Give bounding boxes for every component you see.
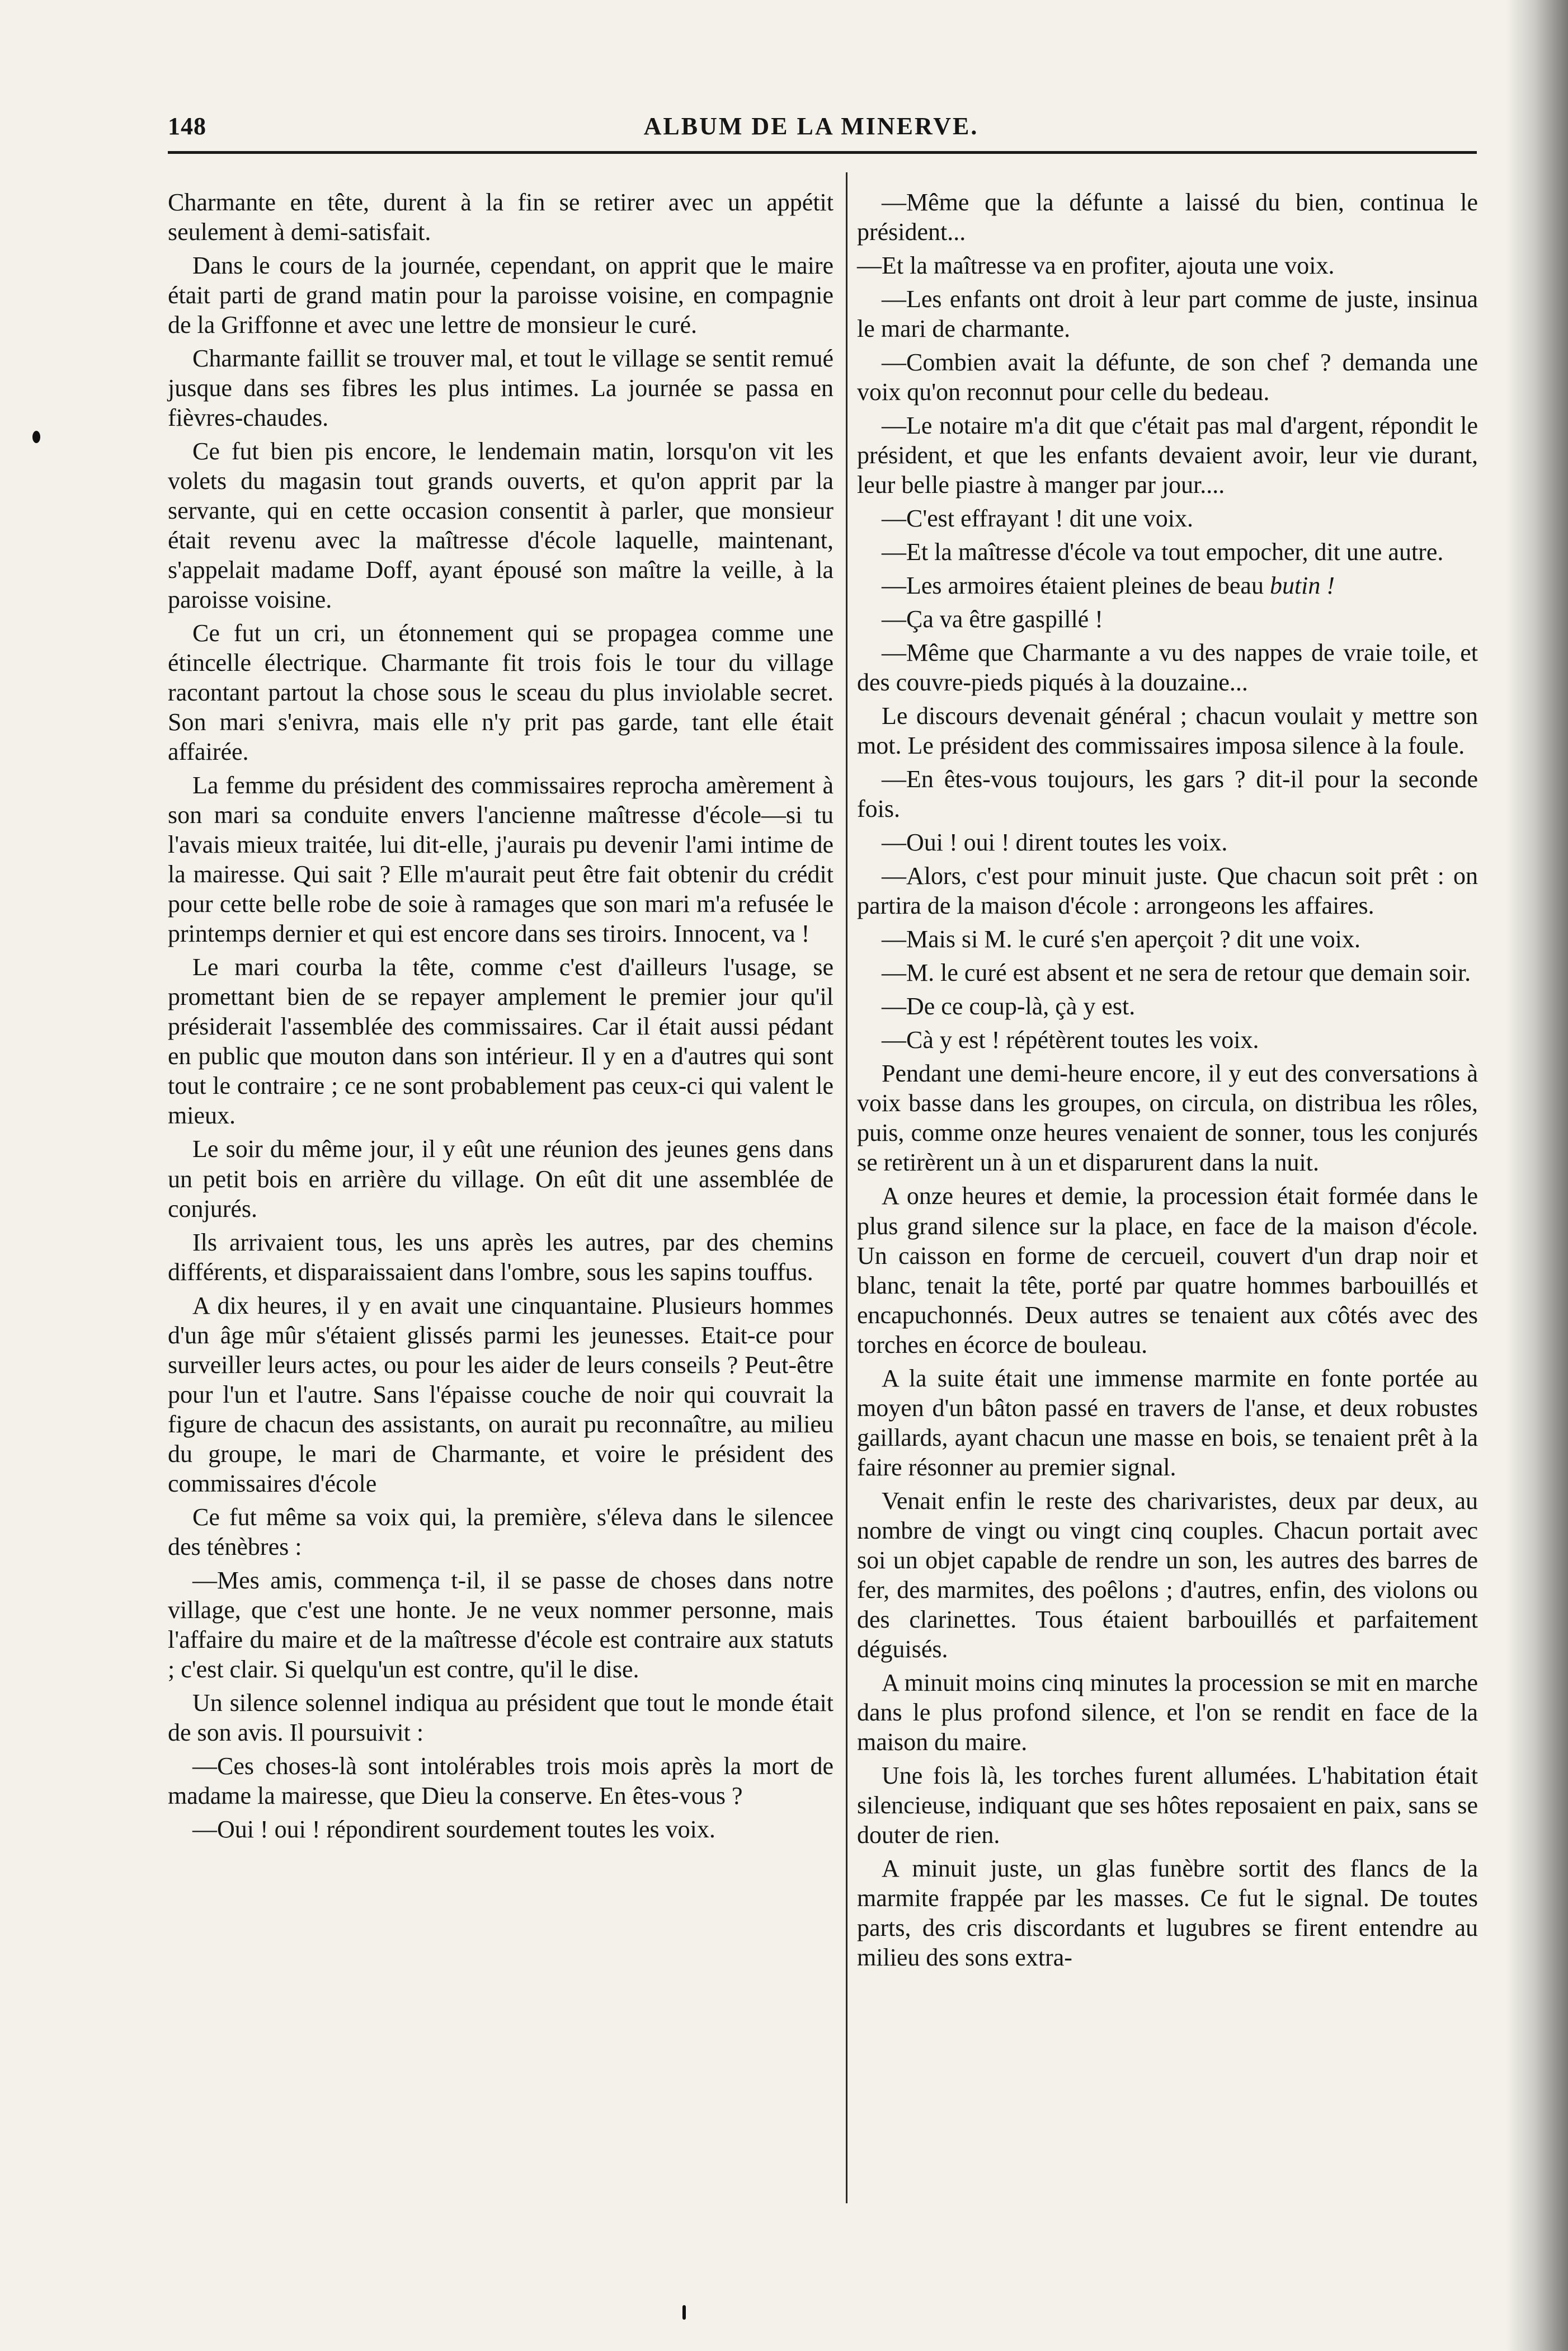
left-column: [168, 187, 834, 1848]
right-column: [857, 187, 1478, 1976]
paragraph: Pendant une demi-heure encore, il y eut des conversations à voix basse dans les groupes, on circula, on distribua les rôles, puis, comme onze heures venaient de sonner, tous les conjurés se retirèrent un à un et disparurent dans la nuit.: [857, 1060, 1478, 1177]
paragraph: —Ces choses-là sont intolérables trois mois après la mort de madame la mairesse, que Dieu la conserve. En êtes-vous ?: [168, 1752, 834, 1809]
paragraph: —Même que Charmante a vu des nappes de vraie toile, et des couvre-pieds piqués à la douzaine...: [857, 639, 1478, 697]
paragraph: —De ce coup-là, çà y est.: [882, 993, 1136, 1021]
italic-word: butin !: [1269, 572, 1335, 600]
paragraph: Le mari courba la tête, comme c'est d'ailleurs l'usage, se promettant bien de se repayer amplement le premier jour qu'il présiderait l'assemblée des commissaires. Car il était aussi pédant en public que mouton dans son intérieur. Il y en a d'autres qui sont tout le contraire ; ce ne sont probablement pas ceux-ci qui valent le mieux.: [168, 953, 834, 1130]
running-title: ALBUM DE LA MINERVE.: [643, 112, 979, 140]
paragraph: Le soir du même jour, il y eût une réunion des jeunes gens dans un petit bois en arrière du village. On eût dit une assemblée de conjurés.: [168, 1135, 834, 1222]
paragraph: —Les enfants ont droit à leur part comme de juste, insinua le mari de charmante.: [857, 285, 1478, 343]
paragraph: —Ça va être gaspillé !: [882, 605, 1103, 633]
paragraph: —Alors, c'est pour minuit juste. Que chacun soit prêt : on partira de la maison d'école : arrongeons les affaires.: [857, 862, 1478, 920]
page-edge-shadow: [1506, 0, 1568, 2351]
paragraph: Un silence solennel indiqua au président que tout le monde était de son avis. Il poursuivit :: [168, 1689, 834, 1746]
paragraph: Charmante faillit se trouver mal, et tout le village se sentit remué jusque dans ses fibres les plus intimes. La journée se passa en fièvres-chaudes.: [168, 345, 834, 432]
paragraph: —M. le curé est absent et ne sera de retour que demain soir.: [882, 959, 1471, 987]
paragraph: Une fois là, les torches furent allumées. L'habitation était silencieuse, indiquant que ses hôtes reposaient en paix, sans se douter de rien.: [857, 1761, 1478, 1849]
paragraph: Dans le cours de la journée, cependant, on apprit que le maire était parti de grand matin pour la paroisse voisine, en compagnie de la Griffonne et avec une lettre de monsieur le curé.: [168, 252, 834, 339]
paragraph: Ce fut bien pis encore, le lendemain matin, lorsqu'on vit les volets du magasin tout grands ouverts, et qu'on apprit par la servante, qui en cette occasion consentit à parler, que monsieur était revenu avec la maîtresse d'école laquelle, maintenant, s'appelait madame Doff, ayant épousé son maître la veille, à la paroisse voisine.: [168, 438, 834, 614]
ink-speck: [682, 2305, 686, 2320]
paragraph: —Même que la défunte a laissé du bien, continua le président...: [857, 189, 1478, 246]
ink-speck: [32, 431, 40, 443]
paragraph: A onze heures et demie, la procession était formée dans le plus grand silence sur la place, en face de la maison d'école. Un caisson en forme de cercueil, couvert d'un drap noir et blanc, tenait la tête, porté par quatre hommes barbouillés et encapuchonnés. Deux autres se tenaient aux côtés avec des torches en écorce de bouleau.: [857, 1182, 1478, 1358]
paragraph: —Combien avait la défunte, de son chef ? demanda une voix qu'on reconnut pour celle du bedeau.: [857, 349, 1478, 406]
paragraph: —Et la maîtresse va en profiter, ajouta une voix.: [857, 252, 1335, 280]
paragraph: —C'est effrayant ! dit une voix.: [882, 505, 1193, 533]
paragraph: Ce fut même sa voix qui, la première, s'éleva dans le silencee des ténèbres :: [168, 1503, 834, 1560]
paragraph: Charmante en tête, durent à la fin se retirer avec un appétit seulement à demi-satisfait.: [168, 189, 834, 246]
paragraph: A dix heures, il y en avait une cinquantaine. Plusieurs hommes d'un âge mûr s'étaient glissés parmi les jeunesses. Etait-ce pour surveiller leurs actes, ou pour les aider de leurs conseils ? Peut-être pour l'un et l'autre. Sans l'épaisse couche de noir qui couvrait la figure de chacun des assistants, on aurait pu reconnaître, au milieu du groupe, le mari de Charmante, et voire le président des commissaires d'école: [168, 1291, 834, 1497]
header-rule: [168, 151, 1477, 154]
page-number: 148: [168, 112, 206, 140]
paragraph: —Mais si M. le curé s'en aperçoit ? dit une voix.: [882, 925, 1360, 953]
paragraph: —Et la maîtresse d'école va tout empocher, dit une autre.: [882, 538, 1444, 566]
paragraph: A la suite était une immense marmite en fonte portée au moyen d'un bâton passé en travers de l'anse, et deux robustes gaillards, ayant chacun une masse en bois, se tenaient prêt à la faire résonner au premier signal.: [857, 1364, 1478, 1481]
paragraph: La femme du président des commissaires reprocha amèrement à son mari sa conduite envers l'ancienne maîtresse d'école—si tu l'avais mieux traitée, lui dit-elle, j'aurais pu devenir l'ami intime de la mairesse. Qui sait ? Elle m'aurait peut être fait obtenir du crédit pour cette belle robe de soie à ramages que son mari m'a refusée le printemps dernier et qui est encore dans ses tiroirs. Innocent, va !: [168, 772, 834, 948]
paragraph: Venait enfin le reste des charivaristes, deux par deux, au nombre de vingt ou vingt cinq couples. Chacun portait avec soi un objet capable de rendre un son, les autres des barres de fer, des marmites, des poêlons ; d'autres, enfin, des violons ou des clarinettes. Tous étaient barbouillés et parfaitement déguisés.: [857, 1487, 1478, 1663]
column-divider: [846, 172, 847, 2203]
paragraph: —Cà y est ! répétèrent toutes les voix.: [882, 1026, 1259, 1054]
paragraph-text: —Les armoires étaient pleines de beau: [882, 572, 1270, 600]
paragraph: A minuit juste, un glas funèbre sortit des flancs de la marmite frappée par les masses. Ce fut le signal. De toutes parts, des cris discordants et lugubres se firent entendre au milieu des sons extra-: [857, 1854, 1478, 1971]
paragraph: Le discours devenait général ; chacun voulait y mettre son mot. Le président des commissaires imposa silence à la foule.: [857, 702, 1478, 760]
paragraph: A minuit moins cinq minutes la procession se mit en marche dans le plus profond silence, et l'on se rendit en face de la maison du maire.: [857, 1668, 1478, 1756]
paragraph: —Mes amis, commença t-il, il se passe de choses dans notre village, que c'est une honte. Je ne veux nommer personne, mais l'affaire du maire et de la maîtresse d'école est contraire aux statuts ; c'est clair. Si quelqu'un est contre, qu'il le dise.: [168, 1566, 834, 1683]
paragraph: Ce fut un cri, un étonnement qui se propagea comme une étincelle électrique. Charmante fit trois fois le tour du village racontant partout la chose sous le sceau du plus inviolable secret. Son mari s'enivra, mais elle n'y prit pas garde, tant elle était affairée.: [168, 619, 834, 766]
paragraph: —Oui ! oui ! répondirent sourdement toutes les voix.: [192, 1815, 715, 1843]
paragraph-with-italic: [857, 571, 1478, 600]
paragraph: —Oui ! oui ! dirent toutes les voix.: [882, 829, 1228, 857]
paragraph: —En êtes-vous toujours, les gars ? dit-il pour la seconde fois.: [857, 765, 1478, 823]
paragraph: Ils arrivaient tous, les uns après les autres, par des chemins différents, et disparaissaient dans l'ombre, sous les sapins touffus.: [168, 1228, 834, 1286]
paragraph: —Le notaire m'a dit que c'était pas mal d'argent, répondit le président, et que les enfants devaient avoir, leur vie durant, leur belle piastre à manger par jour....: [857, 412, 1478, 499]
